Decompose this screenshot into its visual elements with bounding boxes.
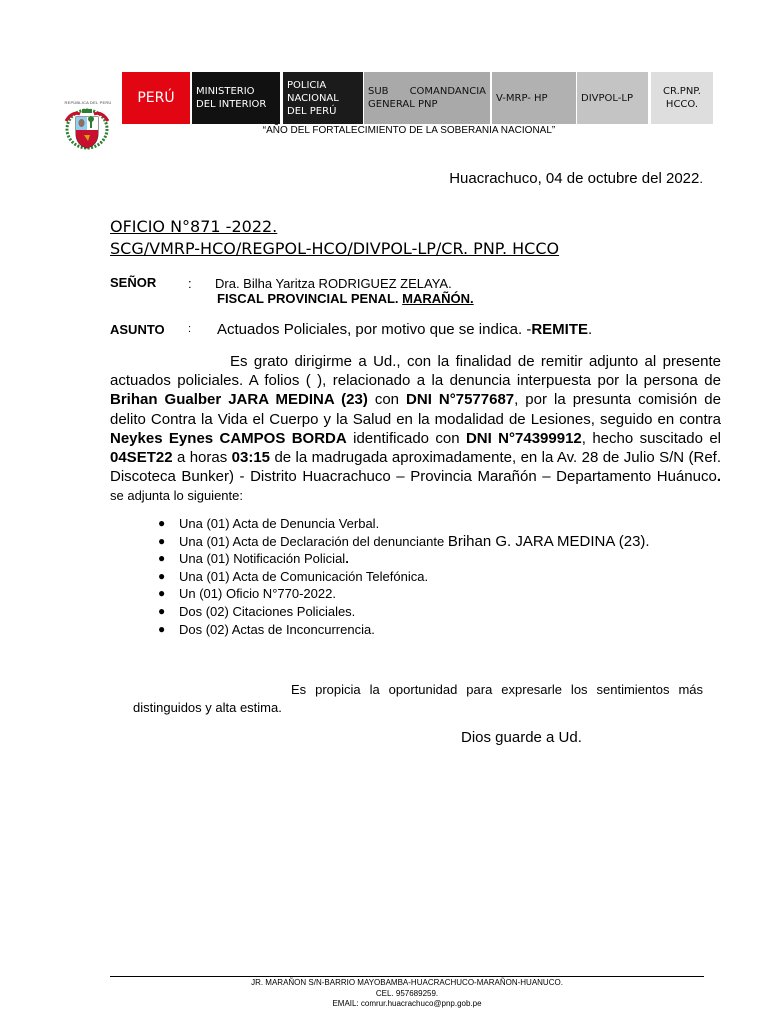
- list-item-text-tail: Brihan G. JARA MEDINA (23).: [447, 532, 650, 550]
- list-item-text: Una (01) Acta de Denuncia Verbal.: [179, 516, 380, 531]
- list-item-text: Una (01) Acta de Declaración del denunciante: [179, 533, 448, 549]
- accused-dni: DNI N°74399912: [465, 429, 582, 447]
- body-text-5: , hecho suscitado el: [581, 429, 722, 447]
- header-ministerio-cell: MINISTERIO DEL INTERIOR: [192, 72, 280, 124]
- asunto-colon: :: [188, 323, 192, 335]
- asunto-label: ASUNTO: [110, 322, 165, 337]
- footer-divider: [110, 976, 704, 977]
- body-text-6: a horas: [172, 449, 232, 467]
- accused-name: Neykes Eynes CAMPOS BORDA: [110, 429, 347, 447]
- header-vmrp-cell: V-MRP- HP: [492, 72, 576, 124]
- footer-address: JR. MARAÑON S/N-BARRIO MAYOBAMBA-HUACRACHUCO-MARAÑON-HUANUCO.: [251, 978, 563, 987]
- emblem-caption: REPÚBLICA DEL PERÚ: [64, 100, 112, 105]
- list-item-text: Una (01) Notificación Policial: [179, 551, 346, 567]
- body-paragraph: [110, 352, 721, 506]
- list-item: [158, 533, 650, 551]
- header-sub-line1: SUB COMANDANCIA: [368, 86, 486, 97]
- list-item: [158, 585, 650, 603]
- list-item: [158, 621, 650, 639]
- list-item-text: Un (01) Oficio N°770-2022.: [179, 586, 336, 602]
- list-item: [158, 515, 650, 533]
- date-text: Huacrachuco, 04 de octubre del 2022: [449, 170, 700, 187]
- bullet-icon: ●: [158, 533, 166, 548]
- footer-phone: CEL. 957689259.: [375, 988, 439, 998]
- header-subcomandancia-cell: [364, 72, 490, 124]
- footer-email: EMAIL: comrur.huacrachuco@pnp.gob.pe: [332, 999, 482, 1008]
- body-text-1: Es grato dirigirme a Ud., con la finalidad de remitir adjunto al presente actuados policiales. A folios ( ), relacionado a la denuncia interpuesta por la persona de: [110, 353, 721, 390]
- list-item-text: Dos (02) Actas de Inconcurrencia.: [179, 621, 375, 637]
- subject-text: [217, 321, 592, 338]
- addressee-title: [217, 291, 474, 306]
- header-policia-cell: POLICIA NACIONAL DEL PERÚ: [283, 72, 363, 124]
- addressee-title-prefix: FISCAL PROVINCIAL PENAL.: [217, 291, 403, 306]
- list-item-text: Dos (02) Citaciones Policiales.: [179, 603, 356, 619]
- bullet-icon: ●: [158, 568, 166, 583]
- body-text-7: de la madrugada aproximadamente, en la Av. 28 de Julio S/N (Ref. Discoteca Bunker) - Distrito Huacrachuco – Provincia Marañón – Departamento Huánuco: [110, 449, 721, 486]
- attachments-list: [158, 515, 650, 638]
- date-line: [449, 170, 703, 187]
- list-item: [158, 550, 650, 568]
- header-crpnp-cell: CR.PNP. HCCO.: [651, 72, 713, 124]
- incident-time: 03:15: [231, 449, 271, 467]
- addressee-title-place: MARAÑÓN.: [402, 291, 474, 306]
- list-item-text-tail: .: [345, 551, 349, 567]
- body-text-3: , por la presunta comisión de delito Contra la Vida el Cuerpo y la Salud en la modalidad de Lesiones, seguido en contra: [110, 391, 721, 428]
- body-text-4: identificado con: [346, 429, 466, 447]
- bullet-icon: ●: [158, 586, 166, 601]
- subject-end: .: [588, 321, 593, 338]
- bullet-icon: ●: [158, 603, 166, 618]
- sign-off: Dios guarde a Ud.: [461, 729, 582, 746]
- list-item-text: Una (01) Acta de Comunicación Telefónica.: [179, 568, 429, 584]
- body-bold-period: .: [716, 468, 721, 486]
- incident-date: 04SET22: [110, 449, 173, 467]
- footer: [110, 978, 704, 1010]
- national-motto: “AÑO DEL FORTALECIMIENTO DE LA SOBERANIA NACIONAL”: [262, 125, 556, 136]
- list-item: [158, 603, 650, 621]
- header-divpol-cell: DIVPOL-LP: [577, 72, 648, 124]
- body-text-2: con: [367, 391, 407, 409]
- senor-label: SEÑOR: [110, 275, 157, 290]
- date-period: .: [699, 171, 703, 186]
- bullet-icon: ●: [158, 516, 166, 530]
- oficio-reference: [110, 216, 559, 260]
- senor-colon: :: [188, 276, 192, 291]
- bullet-icon: ●: [158, 621, 166, 636]
- oficio-code: SCG/VMRP-HCO/REGPOL-HCO/DIVPOL-LP/CR. PNP. HCCO: [110, 239, 560, 258]
- header-sub-line2: GENERAL PNP: [368, 99, 438, 110]
- header-peru-cell: PERÚ: [122, 72, 190, 124]
- closing-paragraph: Es propicia la oportunidad para expresarle los sentimientos más distinguidos y alta estima.: [133, 682, 703, 715]
- subject-main: Actuados Policiales, por motivo que se indica. -: [217, 321, 532, 338]
- complainant-name: Brihan Gualber JARA MEDINA (23): [110, 391, 368, 409]
- body-text-8: se adjunta lo siguiente:: [110, 488, 243, 504]
- addressee-name: Dra. Bilha Yaritza RODRIGUEZ ZELAYA.: [215, 276, 452, 291]
- subject-remite: REMITE: [531, 321, 588, 338]
- list-item: [158, 568, 650, 586]
- complainant-dni: DNI N°7577687: [406, 391, 515, 409]
- oficio-number: OFICIO N°871 -2022.: [110, 217, 278, 236]
- bullet-icon: ●: [158, 551, 166, 566]
